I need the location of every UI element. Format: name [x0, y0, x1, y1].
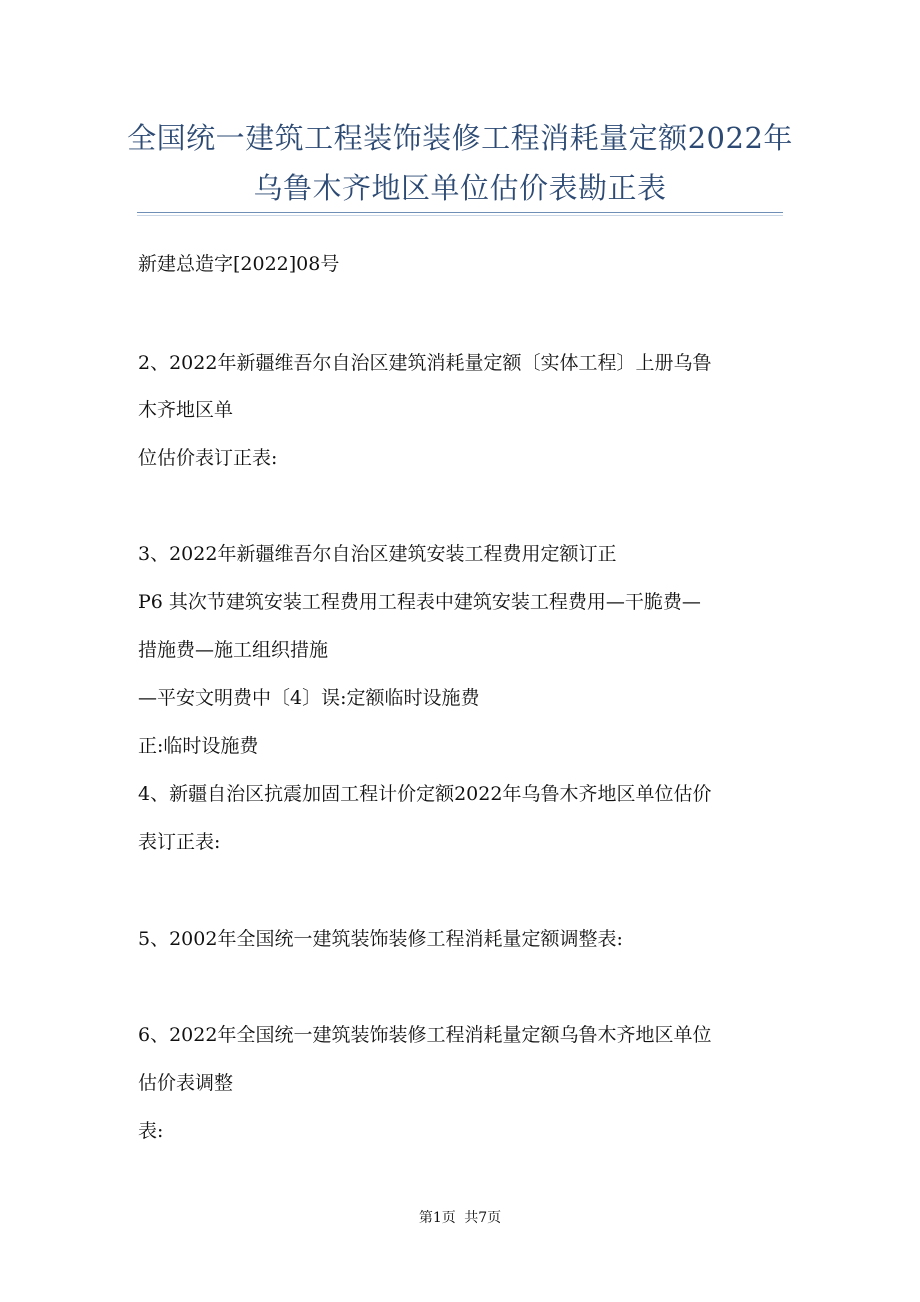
page-total: 共7页 [464, 1210, 502, 1226]
page-footer [0, 1207, 920, 1227]
title-divider [137, 212, 783, 213]
paragraph-line: 措施费—施工组织措施 [138, 639, 329, 661]
title-line-1: 全国统一建筑工程装饰装修工程消耗量定额2022年 [127, 121, 793, 155]
paragraph-line: —平安文明费中〔4〕误:定额临时设施费 [138, 687, 480, 709]
paragraph-line: 表: [138, 1120, 164, 1142]
paragraph-line: 估价表调整 [138, 1072, 234, 1094]
paragraph-line: 6、2022年全国统一建筑装饰装修工程消耗量定额乌鲁木齐地区单位 [138, 1024, 712, 1046]
paragraph-line: 位估价表订正表: [138, 447, 278, 469]
paragraph-line: 木齐地区单 [138, 399, 234, 421]
paragraph-line: 2、2022年新疆维吾尔自治区建筑消耗量定额〔实体工程〕上册乌鲁 [138, 352, 712, 374]
paragraph-line: 表订正表: [138, 831, 221, 853]
paragraph-line: 正:临时设施费 [138, 735, 259, 757]
paragraph-line: 3、2022年新疆维吾尔自治区建筑安装工程费用定额订正 [138, 543, 617, 565]
paragraph-line: 4、新疆自治区抗震加固工程计价定额2022年乌鲁木齐地区单位估价 [138, 783, 712, 805]
title-line-2: 乌鲁木齐地区单位估价表勘正表 [253, 171, 667, 205]
page-number: 第1页 [418, 1210, 456, 1226]
paragraph-line: P6 其次节建筑安装工程费用工程表中建筑安装工程费用—干脆费— [138, 591, 701, 613]
doc-number: 新建总造字[2022]08号 [138, 253, 340, 275]
paragraph-line: 5、2002年全国统一建筑装饰装修工程消耗量定额调整表: [138, 928, 623, 950]
title-divider-shadow [137, 215, 783, 216]
